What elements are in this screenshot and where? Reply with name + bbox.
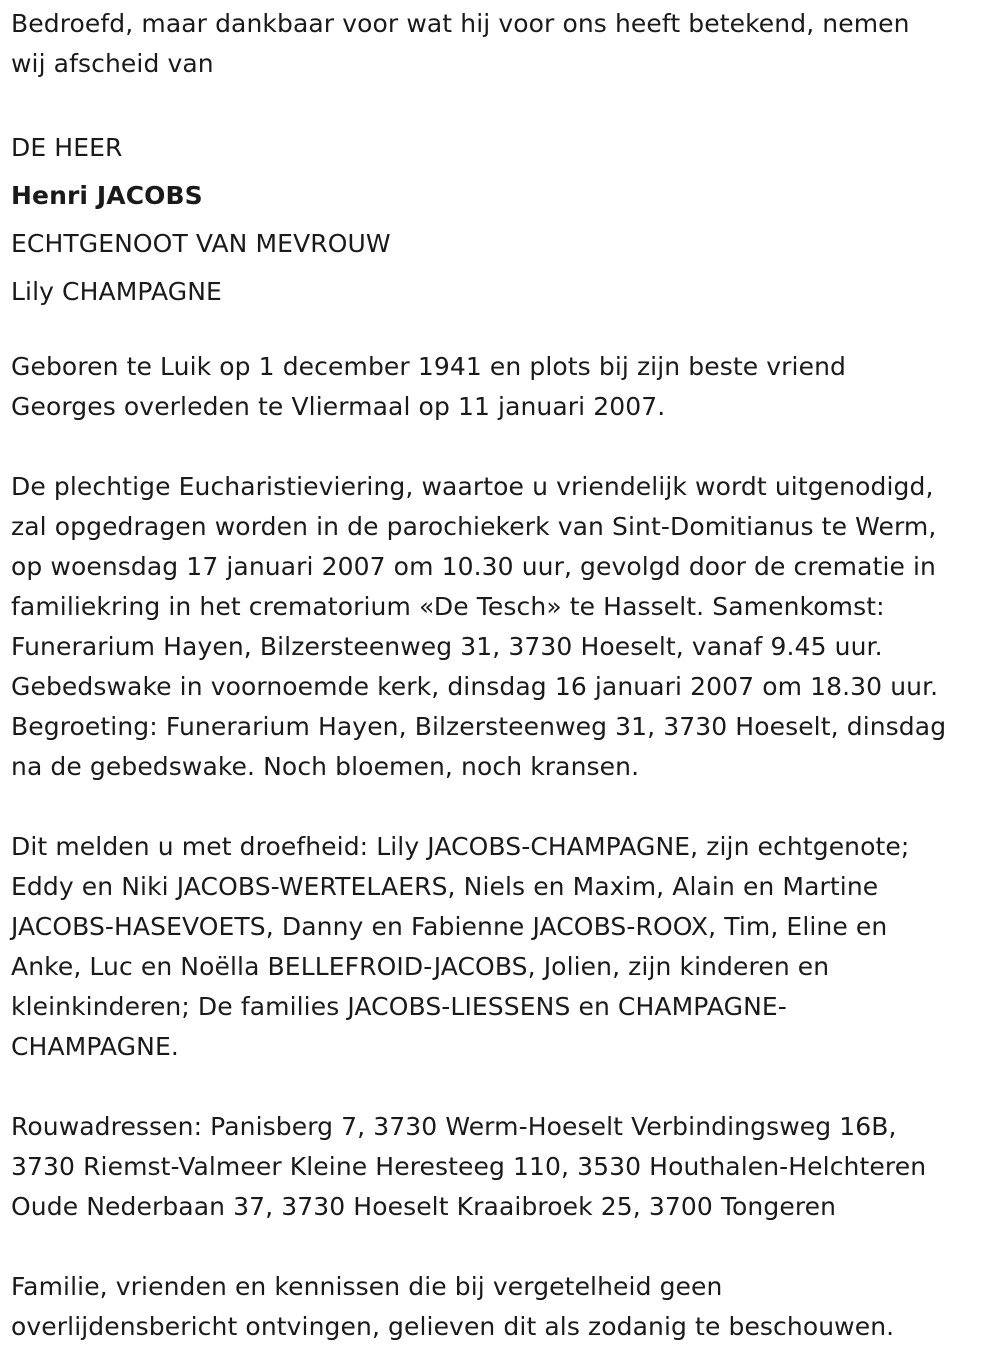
ceremony-paragraph: De plechtige Eucharistieviering, waartoe u vriendelijk wordt uitgenodigd, zal opgedragen worden in de parochiekerk van Sint-Domitianus te Werm, op woensdag 17 januari 2007 om 10.30 uur, gevolgd door de crematie in familiekring in het crematorium «De Tesch» te Hasselt. Samenkomst: Funerarium Hayen, Bilzersteenweg 31, 3730 Hoeselt, vanaf 9.45 uur. Gebedswake in voornoemde kerk, dinsdag 16 januari 2007 om 18.30 uur. Begroeting: Funerarium Hayen, Bilzersteenweg 31, 3730 Hoeselt, dinsdag na de gebedswake. Noch bloemen, noch kransen. — [11, 472, 947, 781]
spacer — [11, 427, 991, 467]
spacer — [11, 1067, 991, 1107]
announcers-paragraph: Dit melden u met droefheid: Lily JACOBS-CHAMPAGNE, zijn echtgenote; Eddy en Niki JACOBS-WERTELAERS, Niels en Maxim, Alain en Martine JACOBS-HASEVOETS, Danny en Fabienne JACOBS-ROOX, Tim, Eline en Anke, Luc en Noëlla BELLEFROID-JACOBS, Jolien, zijn kinderen en kleinkinderen; De families JACOBS-LIESSENS en CHAMPAGNE- CHAMPAGNE. — [11, 832, 910, 1061]
closing-paragraph: Familie, vrienden en kennissen die bij vergetelheid geen overlijdensbericht ontvingen, gelieven dit als zodanig te beschouwen. — [11, 1272, 895, 1341]
intro-paragraph: Bedroefd, maar dankbaar voor wat hij voor ons heeft betekend, nemen wij afscheid van — [11, 9, 910, 78]
addresses-paragraph: Rouwadressen: Panisberg 7, 3730 Werm-Hoeselt Verbindingsweg 16B, 3730 Riemst-Valmeer Kleine Heresteeg 110, 3530 Houthalen-Helchteren Oude Nederbaan 37, 3730 Hoeselt Kraaibroek 25, 3700 Tongeren — [11, 1112, 927, 1221]
death-notice — [11, 4, 991, 1347]
spacer — [11, 316, 991, 347]
spacer — [11, 787, 991, 827]
spacer — [11, 84, 991, 124]
spouse-name: Lily CHAMPAGNE — [11, 277, 222, 306]
deceased-name: Henri JACOBS — [11, 181, 203, 210]
spacer — [11, 1227, 991, 1267]
relation-line: ECHTGENOOT VAN MEVROUW — [11, 229, 391, 258]
title-line: DE HEER — [11, 133, 123, 162]
birth-death-paragraph: Geboren te Luik op 1 december 1941 en plots bij zijn beste vriend Georges overleden te Vliermaal op 11 januari 2007. — [11, 352, 846, 421]
